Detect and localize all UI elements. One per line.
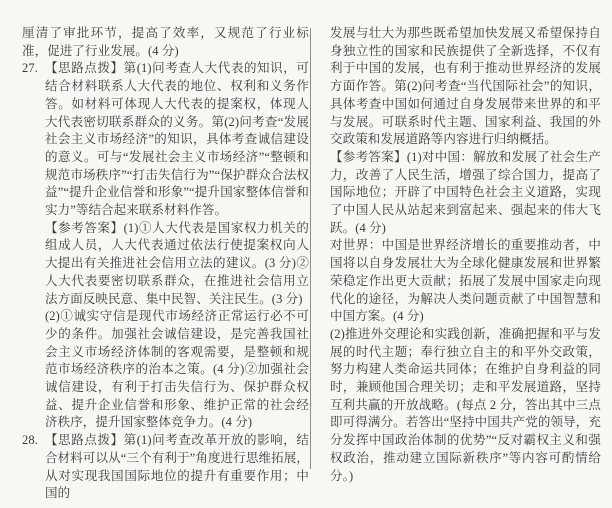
item-number-27: 27. bbox=[22, 61, 38, 76]
item28-analysis-paragraph-start: 【思路点拨】第(1)问考查改革开放的影响，结合材料可以从“三个有利于”角度进行思维拓展，从对实现我国国际地位的提升有重要作用；中国的 bbox=[45, 433, 309, 501]
item28-analysis-paragraph-continued: 发展与壮大为那些既希望加快发展又希望保持自身独立性的国家和民族提供了全新选择，不仅有利于中国的发展，也有利于推动世界经济的发展方面作答。第(2)问考查“当代国际社会”的知识，具体考查中国如何通过自身发展带来世界的和平与发展。可联系时代主题、国家利益、我国的外交政策和发展道路等内容进行归纳概括。 bbox=[330, 26, 601, 147]
item27-analysis-paragraph: 【思路点拨】第(1)问考查人大代表的知识，可结合材料联系人大代表的地位、权利和义务作答。如材料可体现人大代表的提案权，体现人大代表密切联系群众的义务。第(2)问考查“发展社会主义市场经济”的知识，具体考查诚信建设的意义。可与“发展社会主义市场经济”“整顿和规范市场秩序”“打击失信行为”“保护群众合法权益”“提升企业信誉和形象”“提升国家整体信誉和实力”等结合起来联系材料作答。 bbox=[45, 61, 309, 218]
right-text-column bbox=[330, 25, 601, 485]
item28-reference-answer-part2: (2)推进外交理论和实践创新，准确把握和平与发展的时代主题；奉行独立自主的和平外交政策，努力构建人类命运共同体；在维护自身利益的同时，兼顾他国合理关切；走和平发展道路，坚持互利共赢的开放战略。(每点 2 分，答出其中三点即可得满分。若答出“坚持中国共产党的领导，充分发挥中国政治体制的优势”“反对霸权主义和强权政治，推动建立国际新秩序”等内容可酌情给分。) bbox=[330, 326, 601, 483]
item27-reference-answer-part1: 【参考答案】(1)①人大代表是国家权力机关的组成人员，人大代表通过依法行使提案权向人大提出有关推进社会信用立法的建议。(3 分)②人大代表要密切联系群众，在推进社会信用立法方面反映民意、集中民智、关注民生。(3 分) bbox=[45, 220, 309, 306]
item27-reference-answer-part2: (2)①诚实守信是现代市场经济正常运行必不可少的条件。加强社会诚信建设，是完善我国社会主义市场经济体制的客观需要，是整顿和规范市场经济秩序的治本之策。(4 分)②加强社会诚信建设，有利于打击失信行为、保护群众权益、提升企业信誉和形象、维护正常的社会经济秩序，提升国家整体竞争力。(4 分) bbox=[45, 309, 309, 430]
item28-reference-answer-china: 【参考答案】(1)对中国：解放和发展了社会生产力，改善了人民生活，增强了综合国力，提高了国际地位；开辟了中国特色社会主义道路，实现了中国人民从站起来到富起来、强起来的伟大飞跃。(4 分) bbox=[330, 149, 601, 235]
item-number-28: 28. bbox=[22, 433, 38, 448]
item28-reference-answer-world: 对世界：中国是世界经济增长的重要推动者，中国将以自身发展壮大为全球化健康发展和世界繁荣稳定作出更大贡献；拓展了发展中国家走向现代化的途径，为解决人类问题贡献了中国智慧和中国方案。(4 分) bbox=[330, 238, 601, 324]
answer-item-27 bbox=[22, 60, 309, 432]
column-divider-rule bbox=[310, 28, 311, 469]
answer-item-28 bbox=[22, 432, 309, 503]
paragraph-continuation-from-previous-page: 厘清了审批环节，提高了效率，又规范了行业标准，促进了行业发展。(4 分) bbox=[22, 26, 309, 58]
left-text-column bbox=[22, 25, 309, 503]
